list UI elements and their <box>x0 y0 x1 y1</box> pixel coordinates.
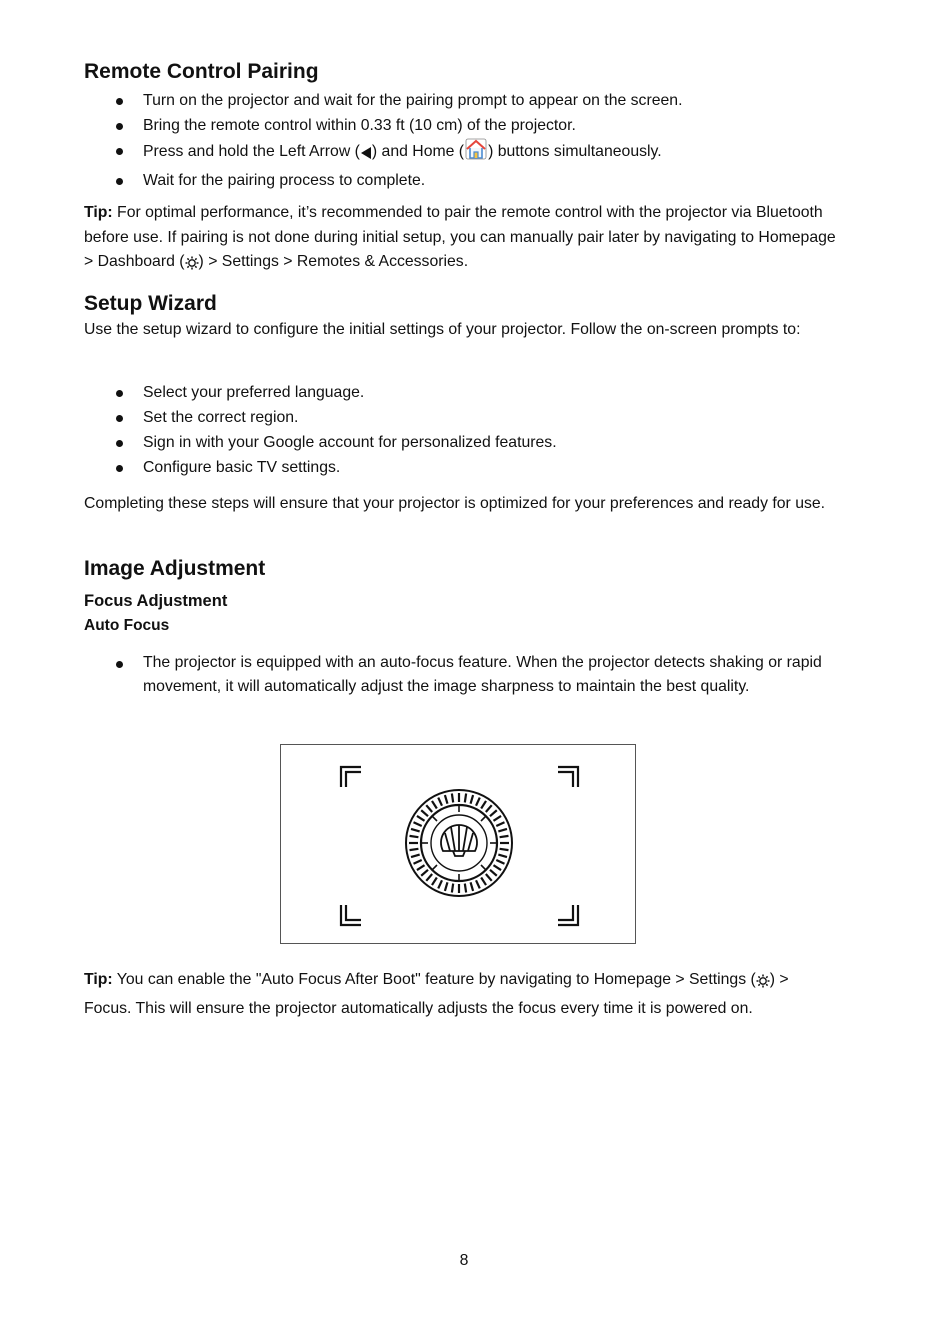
tip-remote-pairing <box>84 201 836 279</box>
dial-tick <box>438 880 442 888</box>
dial-tick <box>493 865 501 870</box>
remote-pairing-steps <box>84 88 844 193</box>
dial-tick <box>486 805 492 812</box>
dial-tick <box>498 855 507 858</box>
step-text: ) buttons simultaneously. <box>488 143 662 160</box>
step-text: Turn on the projector and wait for the pairing prompt to appear on the screen. <box>143 92 683 109</box>
dial-tick <box>414 860 422 864</box>
tip-label: Tip: <box>84 971 113 988</box>
dial-tick <box>445 882 448 891</box>
tip-label: Tip: <box>84 204 113 221</box>
step-text: Press and hold the Left Arrow ( <box>143 143 360 160</box>
step-text: ) and Home ( <box>371 143 465 160</box>
dial-tick <box>486 874 492 881</box>
setup-wizard-outro: Completing these steps will ensure that your projector is optimized for your preferences and ready for use. <box>84 495 826 512</box>
home-icon <box>464 138 488 168</box>
dial-tick <box>421 870 428 876</box>
dial-tick <box>411 855 420 858</box>
list-item <box>84 455 844 480</box>
dial-tick <box>432 877 437 885</box>
bullet-dot <box>116 465 123 472</box>
focus-dial <box>406 790 512 896</box>
list-item <box>84 405 844 430</box>
heading-auto-focus: Auto Focus <box>84 617 170 634</box>
dial-tick <box>490 810 497 816</box>
tip-text: You can enable the "Auto Focus After Boot" feature by navigating to Homepage > Settings ( <box>112 971 756 988</box>
list-item <box>84 168 844 193</box>
dial-tick <box>471 882 474 891</box>
dial-tick <box>411 829 420 832</box>
list-item <box>84 380 844 405</box>
heading-image-adjustment: Image Adjustment <box>84 557 266 580</box>
dial-tick <box>476 880 480 888</box>
list-item <box>84 138 844 168</box>
dial-tick <box>417 865 425 870</box>
dial-tick <box>500 849 509 850</box>
gear-icon <box>756 972 770 997</box>
gear-icon <box>185 254 199 279</box>
dial-tick <box>496 822 504 826</box>
dial-tick <box>500 836 509 837</box>
step-text: Bring the remote control within 0.33 ft (10 cm) of the projector. <box>143 117 576 134</box>
heading-remote-pairing: Remote Control Pairing <box>84 60 319 83</box>
heading-setup-wizard: Setup Wizard <box>84 292 217 315</box>
dial-tick <box>421 810 428 816</box>
bullet-dot <box>116 415 123 422</box>
dial-tick <box>471 795 474 804</box>
page-number: 8 <box>459 1252 469 1269</box>
dial-tick <box>452 794 453 803</box>
setup-wizard-steps <box>84 380 844 480</box>
dial-tick <box>432 801 437 809</box>
step-text: Set the correct region. <box>143 409 299 426</box>
step-text: Configure basic TV settings. <box>143 459 341 476</box>
step-text: Sign in with your Google account for personalized features. <box>143 434 557 451</box>
bullet-dot <box>116 123 123 130</box>
shell-icon <box>441 825 477 856</box>
dial-tick <box>496 860 504 864</box>
focus-graphic <box>281 745 637 945</box>
dial-tick <box>438 798 442 806</box>
tip-text: For optimal performance, it’s recommended to pair the remote control with the projector via Bluetooth before use. If pairing is not done during initial setup, you can manually pair later by navigating to Homepage > Dashboard ( <box>84 204 836 270</box>
list-item <box>84 651 843 699</box>
dial-tick <box>481 801 486 809</box>
dial-tick <box>476 798 480 806</box>
left-arrow-icon <box>360 143 372 168</box>
dial-tick <box>452 884 453 893</box>
auto-focus-list <box>84 651 844 699</box>
dial-tick <box>410 849 419 850</box>
dial-tick <box>445 795 448 804</box>
dial-tick <box>498 829 507 832</box>
dial-tick <box>490 870 497 876</box>
dial-tick <box>410 836 419 837</box>
bullet-dot <box>116 178 123 185</box>
dial-tick <box>426 805 432 812</box>
step-text: Wait for the pairing process to complete. <box>143 172 426 189</box>
dial-tick <box>481 877 486 885</box>
bullet-text: The projector is equipped with an auto-focus feature. When the projector detects shaking or rapid movement, it will automatically adjust the image sharpness to maintain the best quality. <box>143 654 822 695</box>
dial-tick <box>465 884 466 893</box>
tip-text: ) > Focus. This will ensure the projector automatically adjusts the focus every time it is powered on. <box>84 971 789 1017</box>
tip-auto-focus <box>84 968 836 1021</box>
list-item <box>84 430 844 455</box>
bullet-dot <box>116 148 123 155</box>
setup-wizard-intro: Use the setup wizard to configure the initial settings of your projector. Follow the on-screen prompts to: <box>84 321 801 338</box>
tip-text: ) > Settings > Remotes & Accessories. <box>198 253 469 270</box>
dial-tick <box>426 874 432 881</box>
dial-tick <box>493 816 501 821</box>
dial-tick <box>465 794 466 803</box>
bullet-dot <box>116 390 123 397</box>
list-item <box>84 88 844 113</box>
auto-focus-illustration <box>280 744 636 944</box>
step-text: Select your preferred language. <box>143 384 365 401</box>
dial-tick <box>417 816 425 821</box>
bullet-dot <box>116 661 123 668</box>
bullet-dot <box>116 98 123 105</box>
heading-focus-adjustment: Focus Adjustment <box>84 592 228 610</box>
bullet-dot <box>116 440 123 447</box>
list-item <box>84 113 844 138</box>
dial-tick <box>414 822 422 826</box>
